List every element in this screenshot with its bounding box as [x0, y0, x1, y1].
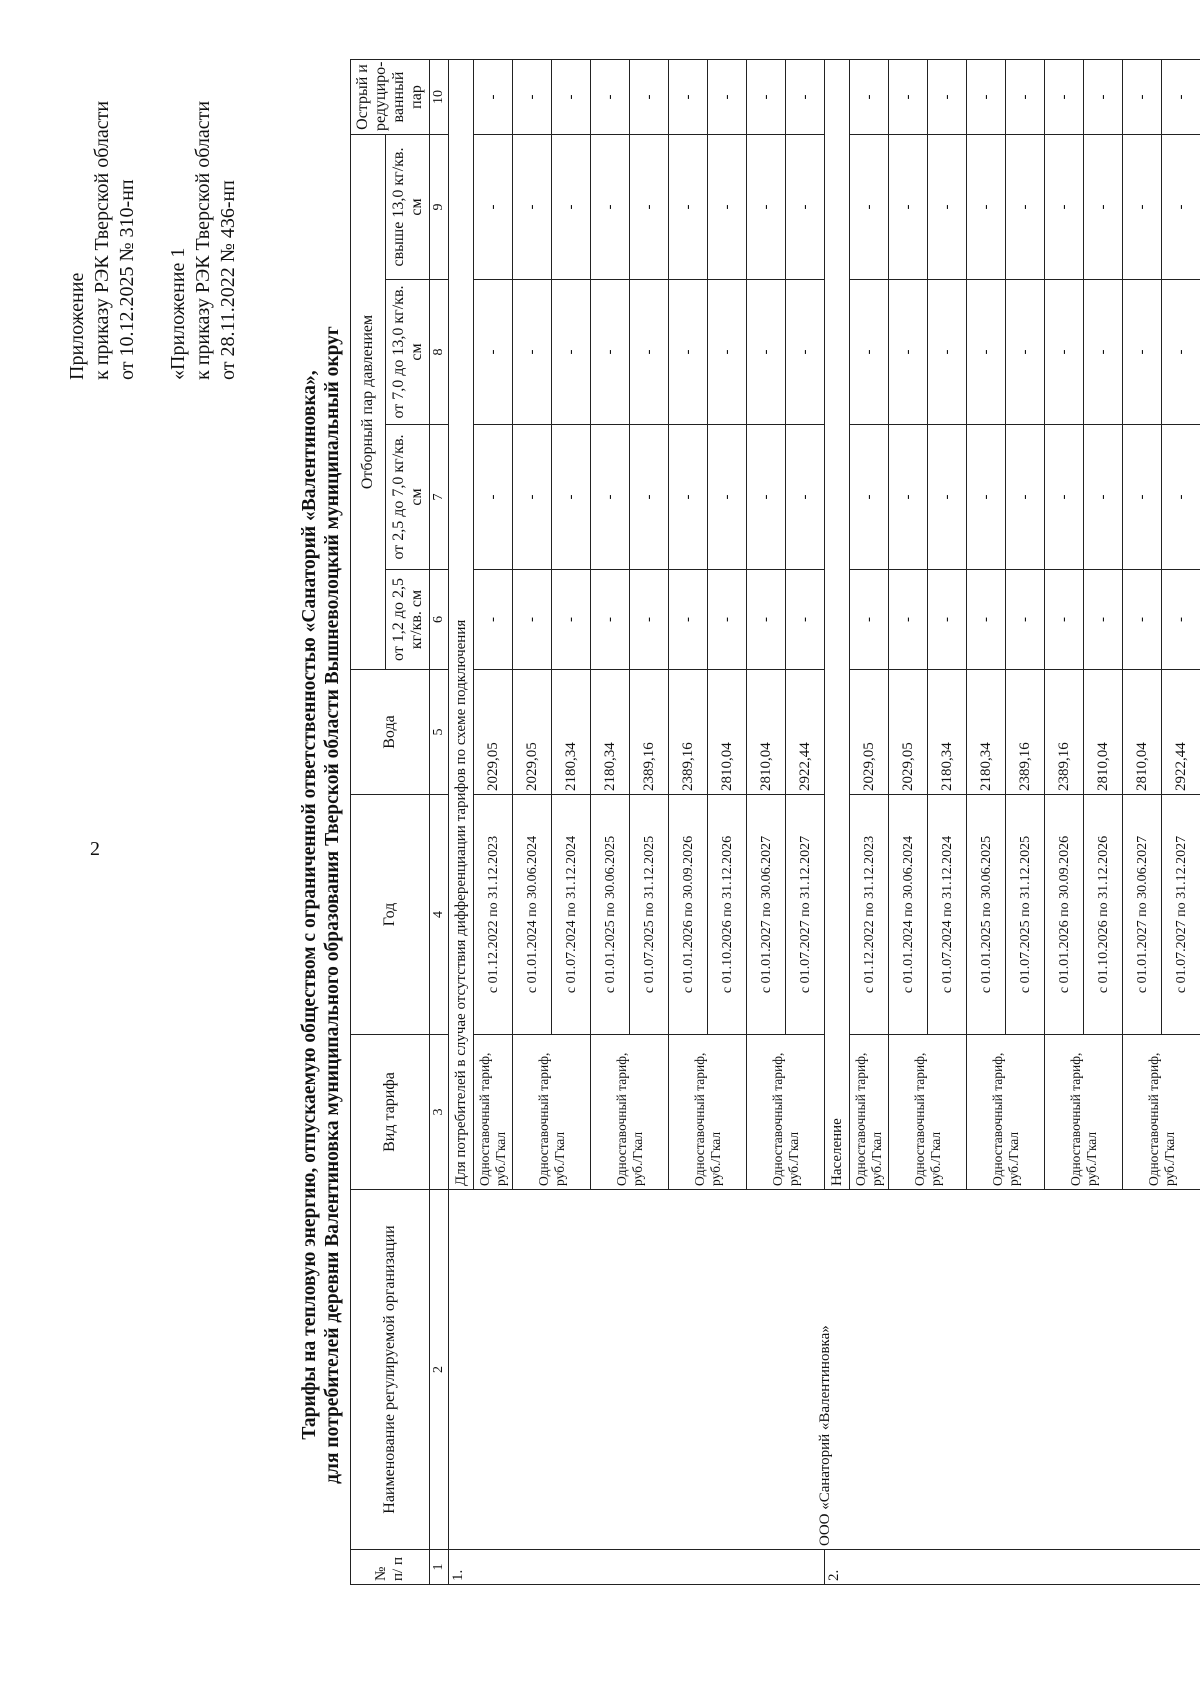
water-cell: 2029,05	[474, 670, 513, 795]
value-cell-p4: -	[1045, 135, 1084, 280]
header-pressure-2: от 2,5 до 7,0 кг/кв. см	[386, 425, 430, 570]
value-cell-p4: -	[591, 135, 630, 280]
column-number: 7	[430, 425, 449, 570]
value-cell-live: -	[747, 60, 786, 135]
year-cell: с 01.01.2025 по 30.06.2025	[591, 795, 630, 1035]
column-number: 1	[430, 1550, 449, 1585]
value-cell-live: -	[967, 60, 1006, 135]
value-cell-p3: -	[1123, 280, 1162, 425]
water-cell: 2029,05	[513, 670, 552, 795]
title-line: для потребителей деревни Валентиновка муниципального образования Тверской области Вышневолоцкий муниципальный округ	[322, 326, 343, 1484]
value-cell-p4: -	[928, 135, 967, 280]
value-cell-live: -	[513, 60, 552, 135]
page-number: 2	[90, 838, 100, 860]
header-water: Вода	[351, 670, 430, 795]
value-cell-p1: -	[1006, 570, 1045, 670]
value-cell-live: -	[708, 60, 747, 135]
value-cell-live: -	[669, 60, 708, 135]
tariff-type-cell: Одноставочный тариф, руб./Гкал	[513, 1035, 591, 1190]
value-cell-p2: -	[1084, 425, 1123, 570]
value-cell-p1: -	[786, 570, 825, 670]
value-cell-p4: -	[1084, 135, 1123, 280]
tariff-type-cell: Одноставочный тариф, руб./Гкал	[747, 1035, 825, 1190]
column-number: 10	[430, 60, 449, 135]
tariff-table	[350, 59, 1200, 1585]
value-cell-live: -	[1045, 60, 1084, 135]
water-cell: 2389,16	[1045, 670, 1084, 795]
attachment-line: Приложение	[66, 272, 88, 380]
value-cell-p2: -	[1045, 425, 1084, 570]
column-number: 9	[430, 135, 449, 280]
value-cell-p1: -	[630, 570, 669, 670]
header-year: Год	[351, 795, 430, 1035]
year-cell: с 01.12.2022 по 31.12.2023	[850, 795, 889, 1035]
value-cell-p1: -	[850, 570, 889, 670]
water-cell: 2389,16	[1006, 670, 1045, 795]
tariff-type-cell: Одноставочный тариф, руб./Гкал	[474, 1035, 513, 1190]
section-number: 2.	[825, 1550, 1200, 1585]
year-cell: с 01.07.2024 по 31.12.2024	[928, 795, 967, 1035]
value-cell-p3: -	[669, 280, 708, 425]
value-cell-p4: -	[513, 135, 552, 280]
value-cell-p2: -	[786, 425, 825, 570]
year-cell: с 01.10.2026 по 31.12.2026	[1084, 795, 1123, 1035]
value-cell-p2: -	[850, 425, 889, 570]
value-cell-p1: -	[1084, 570, 1123, 670]
value-cell-p3: -	[850, 280, 889, 425]
value-cell-p1: -	[1123, 570, 1162, 670]
water-cell: 2922,44	[1162, 670, 1200, 795]
tariff-type-cell: Одноставочный тариф, руб./Гкал	[669, 1035, 747, 1190]
value-cell-p3: -	[1162, 280, 1200, 425]
header-tariff-type: Вид тарифа	[351, 1035, 430, 1190]
value-cell-p4: -	[474, 135, 513, 280]
tariff-type-cell: Одноставочный тариф, руб./Гкал	[889, 1035, 967, 1190]
year-cell: с 01.01.2027 по 30.06.2027	[1123, 795, 1162, 1035]
section-title: Для потребителей в случае отсутствия дифференциации тарифов по схеме подключения	[449, 60, 474, 1190]
header-org-name: Наименование регулируемой организации	[351, 1190, 430, 1550]
value-cell-p2: -	[1006, 425, 1045, 570]
value-cell-p3: -	[1006, 280, 1045, 425]
value-cell-p2: -	[1123, 425, 1162, 570]
water-cell: 2810,04	[708, 670, 747, 795]
value-cell-live: -	[1006, 60, 1045, 135]
year-cell: с 01.07.2027 по 31.12.2027	[786, 795, 825, 1035]
column-number-row	[430, 60, 449, 1585]
column-number: 3	[430, 1035, 449, 1190]
attachment-line: к приказу РЭК Тверской области	[91, 100, 113, 380]
value-cell-p2: -	[552, 425, 591, 570]
value-cell-p3: -	[747, 280, 786, 425]
water-cell: 2810,04	[1123, 670, 1162, 795]
value-cell-p1: -	[474, 570, 513, 670]
value-cell-p4: -	[1123, 135, 1162, 280]
value-cell-p4: -	[786, 135, 825, 280]
value-cell-p1: -	[889, 570, 928, 670]
value-cell-p1: -	[928, 570, 967, 670]
value-cell-live: -	[552, 60, 591, 135]
water-cell: 2389,16	[669, 670, 708, 795]
header-pressure-3: от 7,0 до 13,0 кг/кв. см	[386, 280, 430, 425]
value-cell-p2: -	[669, 425, 708, 570]
value-cell-p3: -	[928, 280, 967, 425]
year-cell: с 01.01.2026 по 30.09.2026	[1045, 795, 1084, 1035]
value-cell-p4: -	[630, 135, 669, 280]
year-cell: с 01.12.2022 по 31.12.2023	[474, 795, 513, 1035]
value-cell-p2: -	[474, 425, 513, 570]
value-cell-p3: -	[1045, 280, 1084, 425]
year-cell: с 01.01.2024 по 30.06.2024	[513, 795, 552, 1035]
value-cell-live: -	[850, 60, 889, 135]
header-live-steam: Острый и редуциро-ванный пар	[351, 60, 430, 135]
water-cell: 2180,34	[967, 670, 1006, 795]
value-cell-p2: -	[747, 425, 786, 570]
tariff-type-cell: Одноставочный тариф, руб./Гкал	[591, 1035, 669, 1190]
value-cell-p3: -	[630, 280, 669, 425]
water-cell: 2029,05	[850, 670, 889, 795]
value-cell-p4: -	[850, 135, 889, 280]
water-cell: 2180,34	[552, 670, 591, 795]
value-cell-p1: -	[1162, 570, 1200, 670]
year-cell: с 01.01.2025 по 30.06.2025	[967, 795, 1006, 1035]
document-title	[298, 185, 344, 1625]
value-cell-p4: -	[889, 135, 928, 280]
year-cell: с 01.01.2027 по 30.06.2027	[747, 795, 786, 1035]
value-cell-p3: -	[591, 280, 630, 425]
value-cell-p3: -	[889, 280, 928, 425]
value-cell-p2: -	[889, 425, 928, 570]
value-cell-p2: -	[708, 425, 747, 570]
year-cell: с 01.01.2024 по 30.06.2024	[889, 795, 928, 1035]
value-cell-live: -	[1123, 60, 1162, 135]
header-pressure-1: от 1,2 до 2,5 кг/кв. см	[386, 570, 430, 670]
table-body	[430, 60, 1200, 1585]
value-cell-p3: -	[513, 280, 552, 425]
year-cell: с 01.01.2026 по 30.09.2026	[669, 795, 708, 1035]
value-cell-live: -	[591, 60, 630, 135]
value-cell-p4: -	[669, 135, 708, 280]
section-row	[449, 60, 474, 1585]
attachment-line: к приказу РЭК Тверской области	[192, 100, 214, 380]
value-cell-p1: -	[591, 570, 630, 670]
value-cell-p2: -	[967, 425, 1006, 570]
value-cell-p4: -	[967, 135, 1006, 280]
value-cell-live: -	[889, 60, 928, 135]
value-cell-live: -	[630, 60, 669, 135]
value-cell-p1: -	[708, 570, 747, 670]
year-cell: с 01.10.2026 по 31.12.2026	[708, 795, 747, 1035]
year-cell: с 01.07.2024 по 31.12.2024	[552, 795, 591, 1035]
water-cell: 2922,44	[786, 670, 825, 795]
value-cell-p3: -	[708, 280, 747, 425]
value-cell-p1: -	[967, 570, 1006, 670]
value-cell-p4: -	[708, 135, 747, 280]
water-cell: 2810,04	[747, 670, 786, 795]
section-number: 1.	[449, 1550, 825, 1585]
value-cell-p4: -	[1006, 135, 1045, 280]
column-number: 2	[430, 1190, 449, 1550]
value-cell-p3: -	[1084, 280, 1123, 425]
section-title: Население	[825, 60, 850, 1190]
water-cell: 2389,16	[630, 670, 669, 795]
landscape-page	[60, 61, 1189, 1625]
water-cell: 2180,34	[928, 670, 967, 795]
value-cell-p2: -	[630, 425, 669, 570]
title-line: Тарифы на тепловую энергию, отпускаемую обществом с ограниченной ответственностью «Санаторий «Валентиновка»,	[299, 370, 320, 1440]
tariff-type-cell: Одноставочный тариф, руб./Гкал	[850, 1035, 889, 1190]
value-cell-p2: -	[513, 425, 552, 570]
value-cell-p1: -	[1045, 570, 1084, 670]
tariff-type-cell: Одноставочный тариф, руб./Гкал	[1045, 1035, 1123, 1190]
column-number: 4	[430, 795, 449, 1035]
value-cell-p4: -	[552, 135, 591, 280]
column-number: 5	[430, 670, 449, 795]
water-cell: 2810,04	[1084, 670, 1123, 795]
attachment-line: от 28.11.2022 № 436-нп	[217, 180, 239, 380]
value-cell-p1: -	[513, 570, 552, 670]
tariff-type-cell: Одноставочный тариф, руб./Гкал	[967, 1035, 1045, 1190]
header-steam-group: Отборный пар давлением	[351, 135, 386, 670]
attachment-line: «Приложение 1	[167, 247, 189, 380]
value-cell-p1: -	[747, 570, 786, 670]
year-cell: с 01.07.2025 по 31.12.2025	[1006, 795, 1045, 1035]
year-cell: с 01.07.2027 по 31.12.2027	[1162, 795, 1200, 1035]
value-cell-p4: -	[1162, 135, 1200, 280]
value-cell-p4: -	[747, 135, 786, 280]
value-cell-p3: -	[786, 280, 825, 425]
value-cell-live: -	[1084, 60, 1123, 135]
header-num: № п/ п	[351, 1550, 430, 1585]
value-cell-p1: -	[669, 570, 708, 670]
header-pressure-4: свыше 13,0 кг/кв. см	[386, 135, 430, 280]
column-number: 6	[430, 570, 449, 670]
value-cell-p3: -	[552, 280, 591, 425]
value-cell-live: -	[474, 60, 513, 135]
value-cell-p3: -	[967, 280, 1006, 425]
value-cell-p3: -	[474, 280, 513, 425]
attachment-block	[65, 50, 241, 380]
value-cell-p1: -	[552, 570, 591, 670]
value-cell-p2: -	[1162, 425, 1200, 570]
value-cell-p2: -	[928, 425, 967, 570]
water-cell: 2029,05	[889, 670, 928, 795]
attachment-line: от 10.12.2025 № 310-нп	[116, 179, 138, 380]
value-cell-live: -	[786, 60, 825, 135]
value-cell-live: -	[1162, 60, 1200, 135]
value-cell-live: -	[928, 60, 967, 135]
water-cell: 2180,34	[591, 670, 630, 795]
column-number: 8	[430, 280, 449, 425]
organization-name: ООО «Санаторий «Валентиновка»	[449, 1190, 1200, 1550]
value-cell-p2: -	[591, 425, 630, 570]
year-cell: с 01.07.2025 по 31.12.2025	[630, 795, 669, 1035]
tariff-type-cell: Одноставочный тариф, руб./Гкал	[1123, 1035, 1200, 1190]
